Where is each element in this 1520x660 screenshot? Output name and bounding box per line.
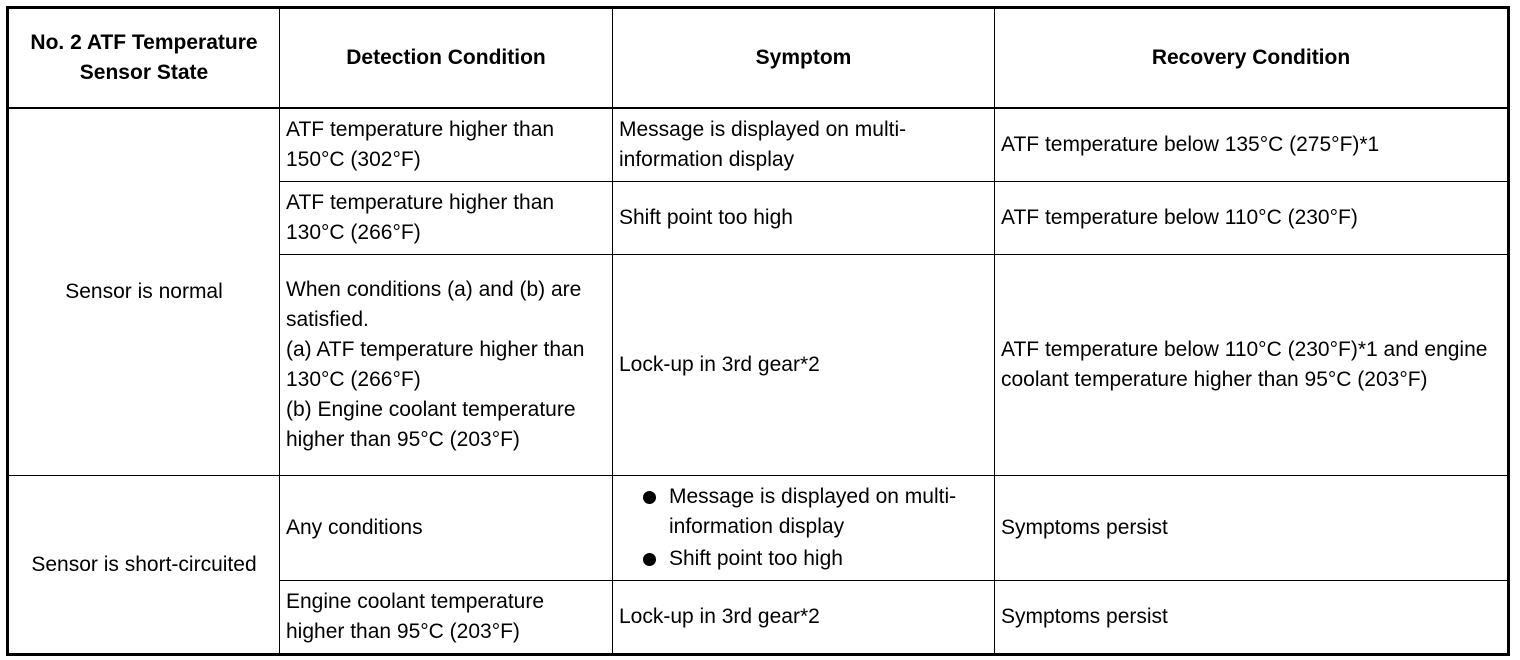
detection-cell: ATF temperature higher than 130°C (266°F) — [280, 182, 613, 255]
table-row — [8, 476, 1509, 581]
header-detection-condition: Detection Condition — [280, 8, 613, 109]
recovery-cell: ATF temperature below 110°C (230°F) — [995, 182, 1509, 255]
symptom-cell: Shift point too high — [613, 182, 995, 255]
detection-line: (b) Engine coolant temperature higher than 95°C (203°F) — [286, 398, 576, 451]
atf-sensor-table — [6, 6, 1510, 656]
header-row — [8, 8, 1509, 109]
symptom-cell — [613, 476, 995, 581]
symptom-bullet-list — [619, 482, 988, 574]
detection-cell: Engine coolant temperature higher than 95°C (203°F) — [280, 581, 613, 655]
detection-line: (a) ATF temperature higher than 130°C (266°F) — [286, 338, 585, 391]
table-row — [8, 108, 1509, 182]
symptom-cell: Lock-up in 3rd gear*2 — [613, 581, 995, 655]
recovery-cell: ATF temperature below 110°C (230°F)*1 and engine coolant temperature higher than 95°C (203°F) — [995, 255, 1509, 476]
header-symptom: Symptom — [613, 8, 995, 109]
recovery-cell: ATF temperature below 135°C (275°F)*1 — [995, 108, 1509, 182]
bullet-item: Shift point too high — [619, 544, 988, 574]
detection-cell: ATF temperature higher than 150°C (302°F) — [280, 108, 613, 182]
bullet-item: Message is displayed on multi-information display — [619, 482, 988, 542]
state-cell: Sensor is short-circuited — [8, 476, 280, 655]
header-state: No. 2 ATF Temperature Sensor State — [8, 8, 280, 109]
detection-cell: Any conditions — [280, 476, 613, 581]
symptom-cell: Lock-up in 3rd gear*2 — [613, 255, 995, 476]
detection-line: When conditions (a) and (b) are satisfied. — [286, 278, 582, 331]
table-wrapper — [6, 6, 1510, 656]
recovery-cell: Symptoms persist — [995, 581, 1509, 655]
detection-cell — [280, 255, 613, 476]
header-recovery-condition: Recovery Condition — [995, 8, 1509, 109]
state-cell: Sensor is normal — [8, 108, 280, 476]
symptom-cell: Message is displayed on multi-information display — [613, 108, 995, 182]
recovery-cell: Symptoms persist — [995, 476, 1509, 581]
